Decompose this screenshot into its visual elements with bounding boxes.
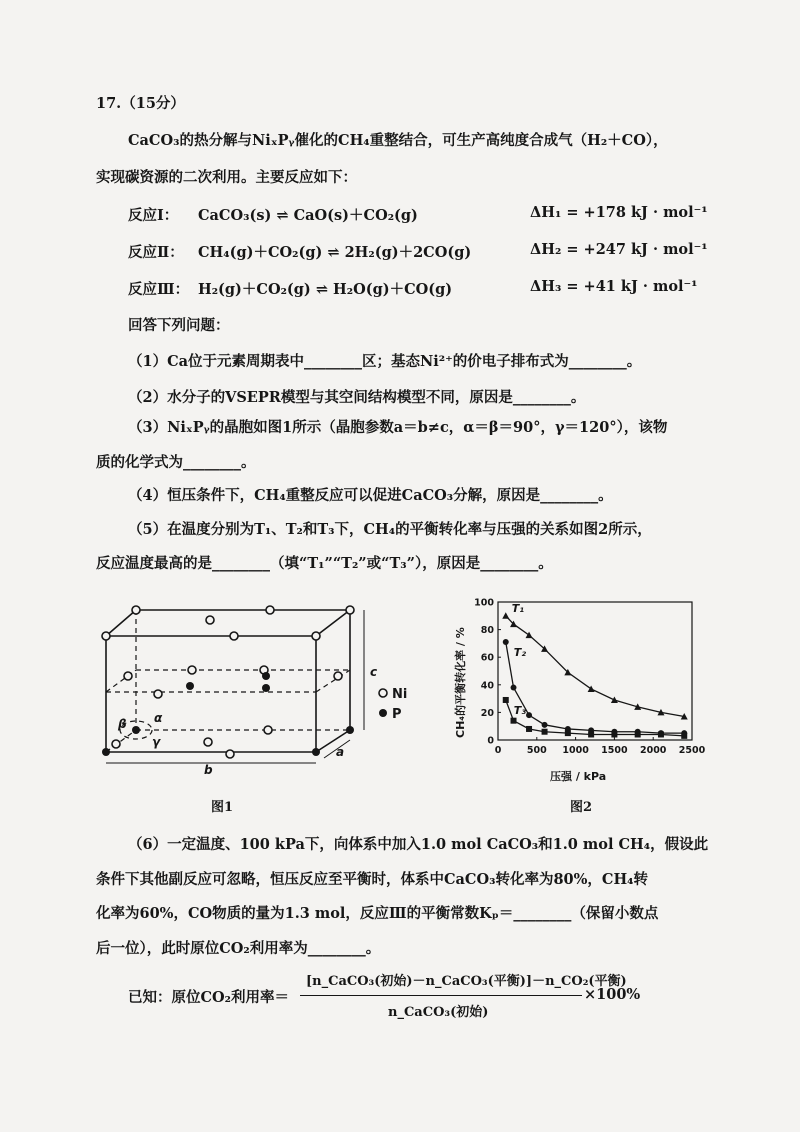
- reaction-1-equation: CaCO₃(s) ⇌ CaO(s)＋CO₂(g): [198, 207, 418, 224]
- y-tick-label-0: 0: [487, 735, 494, 747]
- series-3-point: [588, 731, 594, 737]
- series-1-point: [502, 612, 509, 619]
- series-2-point: [511, 685, 517, 691]
- legend-p: P: [392, 707, 402, 722]
- question-5-line-1: （5）在温度分别为T₁、T₂和T₃下，CH₄的平衡转化率与压强的关系如图2所示，: [128, 521, 652, 538]
- series-2-point: [526, 712, 532, 718]
- question-3-line-2: 质的化学式为________。: [96, 454, 256, 471]
- reaction-3-label: 反应Ⅲ：: [128, 281, 190, 298]
- x-tick-label-0: 0: [494, 745, 502, 756]
- series-line-2: [506, 642, 684, 733]
- series-label-1: T₁: [511, 601, 525, 615]
- label-alpha: α: [154, 711, 163, 725]
- series-3-point: [503, 697, 509, 703]
- label-a: a: [336, 745, 345, 759]
- y-tick-label-3: 60: [480, 652, 494, 664]
- question-6-line-3: 化率为60%，CO物质的量为1.3 mol，反应Ⅲ的平衡常数Kₚ＝________（保留小数点: [96, 905, 659, 922]
- series-3-point: [681, 733, 687, 739]
- reaction-1-enthalpy: ΔH₁ = +178 kJ · mol⁻¹: [530, 204, 708, 221]
- figure-2-chart: [450, 590, 720, 795]
- series-3-point: [611, 731, 617, 737]
- series-1-point: [611, 696, 618, 703]
- x-tick-label-5: 2500: [678, 745, 706, 756]
- question-6-line-1: （6）一定温度、100 kPa下，向体系中加入1.0 mol CaCO₃和1.0 mol CH₄，假设此: [128, 836, 709, 853]
- y-tick-label-2: 40: [480, 680, 494, 692]
- series-2-point: [503, 639, 509, 645]
- x-tick-label-4: 2000: [639, 745, 667, 756]
- reaction-2-label: 反应Ⅱ：: [128, 244, 184, 261]
- x-tick-label-1: 500: [526, 745, 547, 756]
- label-beta: β: [118, 717, 127, 731]
- question-3-line-1: （3）NiₓPᵧ的晶胞如图1所示（晶胞参数a＝b≠c，α＝β＝90°，γ＝120°），该物: [128, 419, 668, 436]
- x-tick-label-2: 1000: [562, 745, 589, 756]
- question-4: （4）恒压条件下，CH₄重整反应可以促进CaCO₃分解，原因是________。: [128, 487, 613, 504]
- label-b: b: [204, 763, 213, 776]
- series-line-1: [506, 616, 684, 717]
- known-denominator: n_CaCO₃(初始): [388, 1005, 489, 1020]
- legend-ni: Ni: [392, 687, 408, 702]
- answer-intro: 回答下列问题：: [128, 317, 230, 334]
- reaction-3-equation: H₂(g)＋CO₂(g) ⇌ H₂O(g)＋CO(g): [198, 281, 453, 298]
- figure-1-legend: [379, 687, 407, 722]
- figure-1-unit-cell: [92, 596, 432, 776]
- question-1: （1）Ca位于元素周期表中________区；基态Ni²⁺的价电子排布式为________。: [128, 353, 642, 370]
- question-6-line-2: 条件下其他副反应可忽略，恒压反应至平衡时，体系中CaCO₃转化率为80%，CH₄转: [96, 871, 649, 888]
- y-tick-label-5: 100: [474, 597, 494, 609]
- label-c: c: [370, 665, 378, 679]
- known-prefix: 已知：原位CO₂利用率＝: [128, 989, 290, 1006]
- chart-x-label: 压强 / kPa: [550, 770, 607, 783]
- series-label-3: T₃: [513, 703, 527, 717]
- reaction-2-enthalpy: ΔH₂ = +247 kJ · mol⁻¹: [530, 241, 708, 258]
- chart-y-label: CH₄的平衡转化率 / %: [454, 627, 467, 738]
- reaction-1-label: 反应Ⅰ：: [128, 207, 179, 224]
- series-3-point: [635, 731, 641, 737]
- reaction-2-equation: CH₄(g)＋CO₂(g) ⇌ 2H₂(g)＋2CO(g): [198, 244, 472, 261]
- intro-line-1: CaCO₃的热分解与NiₓPᵧ催化的CH₄重整结合，可生产高纯度合成气（H₂＋CO），: [128, 132, 668, 149]
- intro-line-2: 实现碳资源的二次利用。主要反应如下：: [96, 169, 357, 186]
- series-3-point: [511, 718, 517, 724]
- figure-1-caption: 图1: [211, 800, 234, 815]
- chart-series: [502, 602, 687, 739]
- question-6-line-4: 后一位），此时原位CO₂利用率为________。: [96, 940, 381, 957]
- known-suffix: ×100%: [584, 986, 641, 1003]
- series-3-point: [526, 726, 532, 732]
- figure-2-caption: 图2: [570, 800, 593, 815]
- known-numerator: [n_CaCO₃(初始)－n_CaCO₃(平衡)]－n_CO₂(平衡): [306, 974, 627, 989]
- y-tick-label-4: 80: [480, 625, 494, 637]
- question-number: 17.（15分）: [96, 95, 185, 112]
- series-3-point: [542, 729, 548, 735]
- y-tick-label-1: 20: [480, 707, 494, 719]
- x-tick-label-3: 1500: [601, 745, 628, 756]
- question-5-line-2: 反应温度最高的是________（填“T₁”“T₂”或“T₃”），原因是________。: [96, 555, 553, 572]
- reaction-3-enthalpy: ΔH₃ = +41 kJ · mol⁻¹: [530, 278, 698, 295]
- label-gamma: γ: [152, 735, 161, 749]
- series-3-point: [565, 730, 571, 736]
- series-3-point: [658, 731, 664, 737]
- series-2-point: [542, 722, 548, 728]
- chart-frame: [498, 602, 692, 740]
- question-2: （2）水分子的VSEPR模型与其空间结构模型不同，原因是________。: [128, 389, 586, 406]
- series-label-2: T₂: [513, 646, 527, 660]
